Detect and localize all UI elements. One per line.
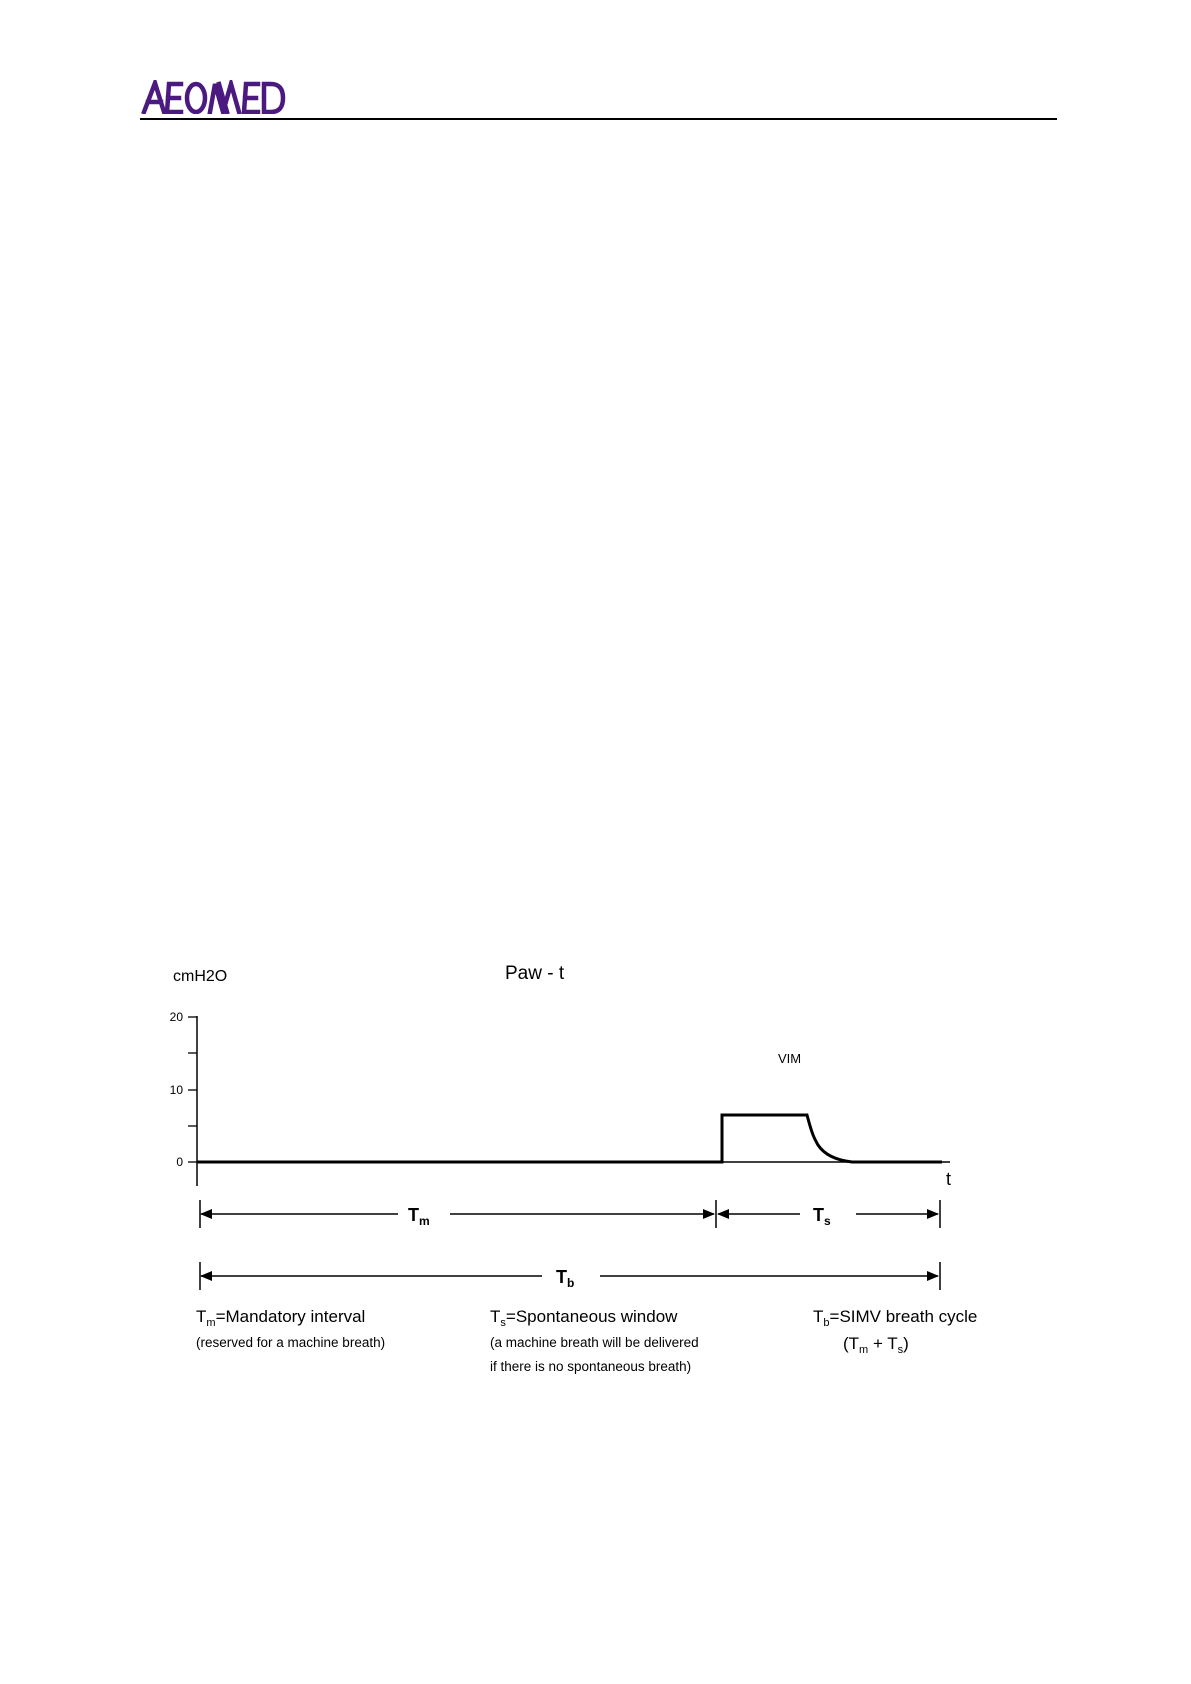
y-ticks [188, 1017, 197, 1162]
pressure-waveform [197, 1115, 942, 1162]
y-unit-label: cmH2O [173, 968, 228, 985]
legend-tm-title: $T_m=Mandatory$ interval [196, 1307, 366, 1329]
legend-tm-note: (reserved for a machine breath) [196, 1335, 386, 1350]
vim-label: VIM [778, 1051, 802, 1066]
legend-ts-title: $T_s=Spontaneous$ window [490, 1307, 678, 1329]
tb-label: $T_b$ [556, 1267, 575, 1290]
legend-tb-formula: $(T_m + T_s)$ [843, 1334, 909, 1356]
ts-label: $T_s$ [813, 1205, 831, 1228]
legend-ts-note-2: if there is no spontaneous breath) [490, 1359, 692, 1374]
y-tick-label-10: 10 [169, 1083, 183, 1097]
tm-label: $T_m$ [408, 1205, 430, 1228]
y-tick-label-0: 0 [176, 1155, 183, 1169]
y-tick-label-20: 20 [169, 1010, 183, 1024]
legend-ts-note-1: (a machine breath will be delivered [490, 1335, 699, 1350]
figure-title: Paw - t [505, 963, 565, 984]
legend-tb-title: $T_b=SIMV$ breath cycle [813, 1307, 978, 1329]
x-axis-label: t [946, 1169, 952, 1189]
